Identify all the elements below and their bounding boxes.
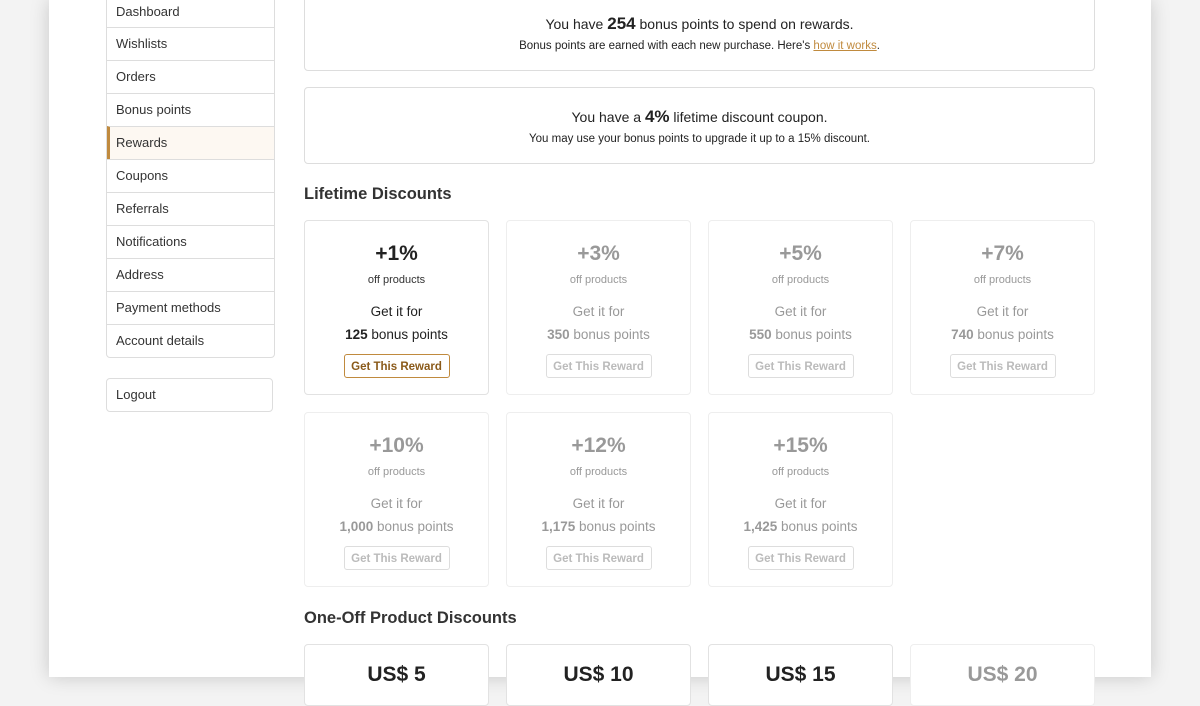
reward-cost xyxy=(507,492,690,538)
reward-getfor: Get it for xyxy=(774,496,827,511)
oneoff-amount: US$ 5 xyxy=(367,663,426,686)
bonus-text-suffix: bonus points to spend on rewards. xyxy=(635,16,854,32)
get-reward-button[interactable]: Get This Reward xyxy=(748,546,854,570)
coupon-percent: 4% xyxy=(644,107,670,126)
reward-cost xyxy=(305,300,488,346)
reward-unit: bonus points xyxy=(575,519,656,534)
reward-card xyxy=(708,220,893,395)
reward-points: 125 xyxy=(345,327,368,342)
oneoff-card xyxy=(910,644,1095,706)
reward-cost xyxy=(709,492,892,538)
bonus-text-prefix: You have xyxy=(545,16,608,32)
reward-sub: off products xyxy=(569,466,628,478)
reward-sub: off products xyxy=(367,274,426,286)
menu-item-coupons[interactable]: Coupons xyxy=(107,159,274,192)
reward-points: 1,000 xyxy=(339,519,374,534)
get-reward-button[interactable]: Get This Reward xyxy=(546,546,652,570)
menu-item-wishlists[interactable]: Wishlists xyxy=(107,27,274,60)
reward-getfor: Get it for xyxy=(774,304,827,319)
reward-cost xyxy=(911,300,1094,346)
reward-card xyxy=(910,220,1095,395)
reward-sub: off products xyxy=(569,274,628,286)
reward-card xyxy=(506,412,691,587)
coupon-line xyxy=(305,107,1094,127)
reward-cost xyxy=(305,492,488,538)
reward-percent: +12% xyxy=(571,434,626,457)
get-reward-button[interactable]: Get This Reward xyxy=(344,546,450,570)
oneoff-amount: US$ 20 xyxy=(967,663,1038,686)
reward-sub: off products xyxy=(771,466,830,478)
bonus-points-box xyxy=(304,0,1095,71)
lifetime-discounts-title: Lifetime Discounts xyxy=(304,185,452,203)
reward-cost xyxy=(709,300,892,346)
coupon-text-prefix: You have a xyxy=(571,109,645,125)
bonus-points-line xyxy=(305,14,1094,34)
oneoff-amount: US$ 10 xyxy=(563,663,634,686)
menu-item-address[interactable]: Address xyxy=(107,258,274,291)
reward-sub: off products xyxy=(771,274,830,286)
reward-card xyxy=(506,220,691,395)
coupon-note: You may use your bonus points to upgrade it up to a 15% discount. xyxy=(529,133,870,145)
reward-percent: +7% xyxy=(981,242,1024,265)
reward-getfor: Get it for xyxy=(976,304,1029,319)
reward-unit: bonus points xyxy=(777,519,858,534)
reward-percent: +1% xyxy=(375,242,418,265)
menu-item-dashboard[interactable]: Dashboard xyxy=(116,4,180,19)
account-menu xyxy=(106,0,275,358)
reward-points: 1,175 xyxy=(541,519,576,534)
reward-points: 350 xyxy=(547,327,570,342)
menu-item-account-details[interactable]: Account details xyxy=(107,324,274,357)
reward-unit: bonus points xyxy=(771,327,852,342)
menu-item-notifications[interactable]: Notifications xyxy=(107,225,274,258)
oneoff-card xyxy=(506,644,691,706)
oneoff-card xyxy=(708,644,893,706)
get-reward-button[interactable]: Get This Reward xyxy=(950,354,1056,378)
reward-getfor: Get it for xyxy=(370,304,423,319)
get-reward-button[interactable]: Get This Reward xyxy=(344,354,450,378)
oneoff-card xyxy=(304,644,489,706)
coupon-box xyxy=(304,87,1095,164)
reward-unit: bonus points xyxy=(367,327,448,342)
logout-button[interactable] xyxy=(106,378,273,412)
logout-label: Logout xyxy=(116,387,156,402)
reward-points: 550 xyxy=(749,327,772,342)
bonus-note-end: . xyxy=(876,40,880,52)
coupon-text-suffix: lifetime discount coupon. xyxy=(669,109,828,125)
how-it-works-link[interactable]: how it works xyxy=(813,40,877,52)
oneoff-amount: US$ 15 xyxy=(765,663,836,686)
reward-points: 740 xyxy=(951,327,974,342)
reward-points: 1,425 xyxy=(743,519,778,534)
reward-unit: bonus points xyxy=(569,327,650,342)
reward-sub: off products xyxy=(367,466,426,478)
oneoff-discounts-title: One-Off Product Discounts xyxy=(304,609,517,627)
reward-sub: off products xyxy=(973,274,1032,286)
menu-item-bonus-points[interactable]: Bonus points xyxy=(107,93,274,126)
get-reward-button[interactable]: Get This Reward xyxy=(748,354,854,378)
get-reward-button[interactable]: Get This Reward xyxy=(546,354,652,378)
menu-item-orders[interactable]: Orders xyxy=(107,60,274,93)
bonus-note-text: Bonus points are earned with each new purchase. Here's xyxy=(519,40,814,52)
reward-getfor: Get it for xyxy=(572,496,625,511)
reward-card xyxy=(304,220,489,395)
reward-percent: +15% xyxy=(773,434,828,457)
reward-getfor: Get it for xyxy=(572,304,625,319)
menu-item-payment-methods[interactable]: Payment methods xyxy=(107,291,274,324)
reward-percent: +5% xyxy=(779,242,822,265)
reward-card xyxy=(708,412,893,587)
reward-unit: bonus points xyxy=(973,327,1054,342)
reward-unit: bonus points xyxy=(373,519,454,534)
reward-cost xyxy=(507,300,690,346)
reward-percent: +10% xyxy=(369,434,424,457)
menu-item-referrals[interactable]: Referrals xyxy=(107,192,274,225)
reward-card xyxy=(304,412,489,587)
menu-item-rewards[interactable]: Rewards xyxy=(107,126,274,159)
bonus-points-value: 254 xyxy=(607,14,636,33)
reward-getfor: Get it for xyxy=(370,496,423,511)
reward-percent: +3% xyxy=(577,242,620,265)
bonus-note xyxy=(305,40,1094,52)
